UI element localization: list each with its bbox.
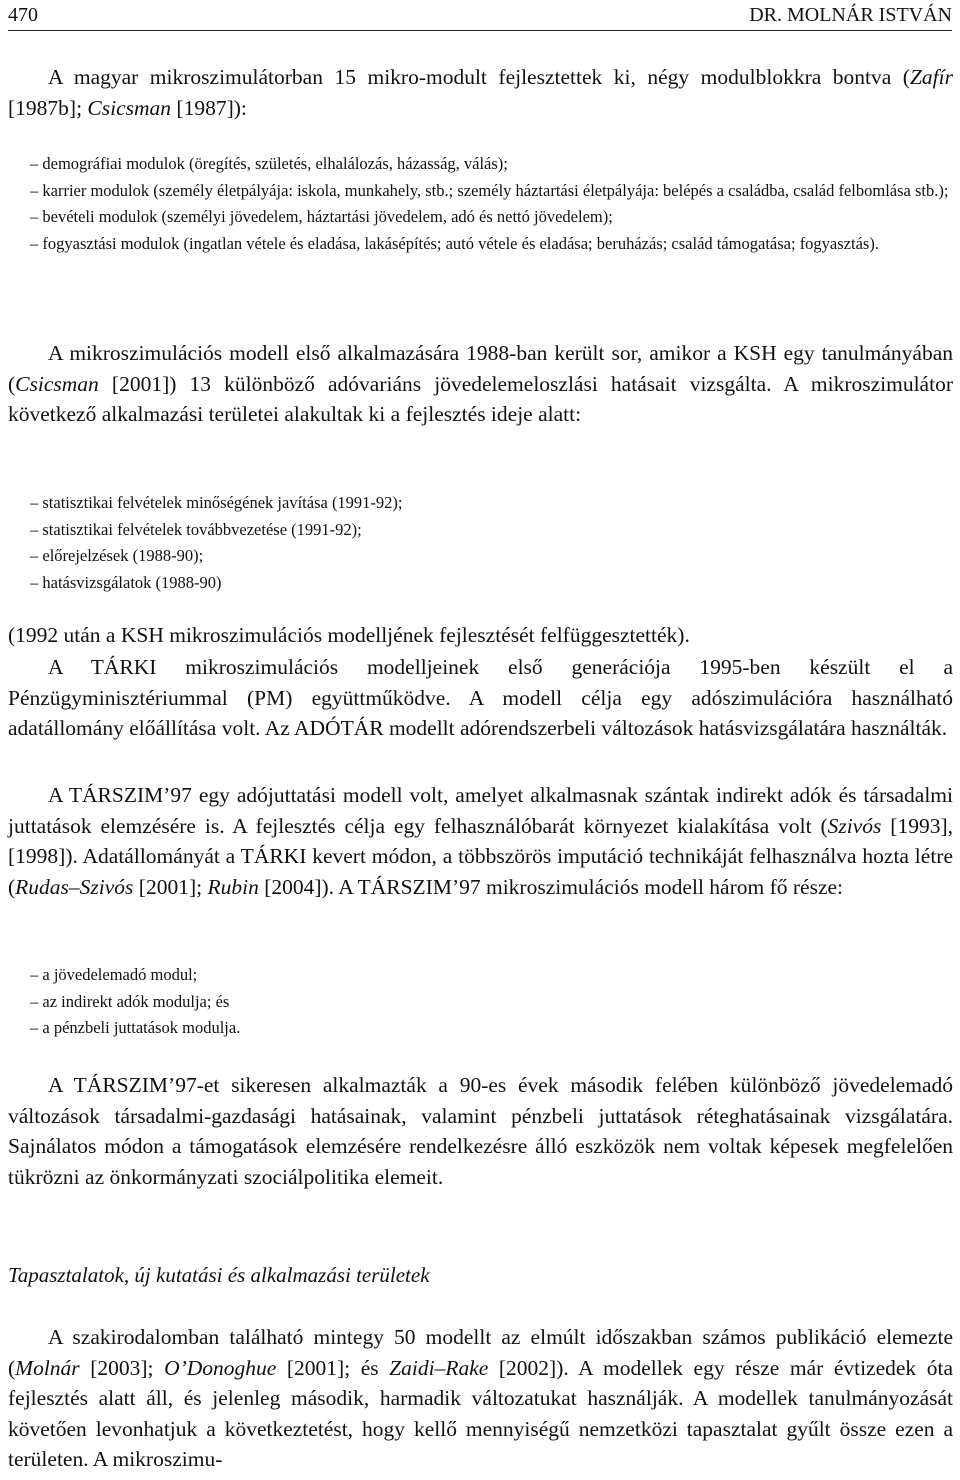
paragraph-intro: A magyar mikroszimulátorban 15 mikro-modult fejlesztettek ki, négy modulblokkra bontva (Zafír [1987b]; Csicsman [1987]): xyxy=(8,65,953,120)
application-list xyxy=(8,490,953,596)
list-item: – előrejelzések (1988-90); xyxy=(30,546,204,565)
list-item: – demográfiai modulok (öregítés, születés, elhalálozás, házasság, válás); xyxy=(30,154,508,173)
list-item: – a jövedelemadó modul; xyxy=(30,965,198,984)
list-item: – az indirekt adók modulja; és xyxy=(30,991,230,1011)
paragraph-suspension: (1992 után a KSH mikroszimulációs modelljének fejlesztését felfüggesztették). xyxy=(8,623,690,647)
list-item: – fogyasztási modulok (ingatlan vétele és eladása, lakásépítés; autó vétele és eladása; beruházás; család támogatása; fogyasztás). xyxy=(30,233,879,253)
list-item: – bevételi modulok (személyi jövedelem, háztartási jövedelem, adó és nettó jövedelem); xyxy=(30,207,613,226)
paragraph-first-application: A mikroszimulációs modell első alkalmazására 1988-ban került sor, amikor a KSH egy tanulmányában (Csicsman [2001]) 13 különböző adóvariáns jövedelemeloszlási hatásait vizsgálta. A mikroszimulátor következő alkalmazási területei alakultak ki a fejlesztés ideje alatt: xyxy=(8,341,953,426)
section-heading: Tapasztalatok, új kutatási és alkalmazási területek xyxy=(8,1263,430,1287)
running-head: DR. MOLNÁR ISTVÁN xyxy=(749,4,952,26)
list-item: – statisztikai felvételek minőségének javítása (1991-92); xyxy=(30,493,403,512)
page-number: 470 xyxy=(8,4,38,26)
paragraph-literature: A szakirodalomban található mintegy 50 modellt az elmúlt időszakban számos publikáció elemezte (Molnár [2003]; O’Donoghue [2001]; és Zaidi–Rake [2002]). A modellek egy része már évtizedek óta fejlesztés alatt áll, és jelenleg második, harmadik változatukat használják. A modellek tanulmányozását követően levonhatjuk a következtetést, hogy kellő mennyiségű nemzetközi tapasztalat gyűlt össze ezen a területen. A mikroszimu- xyxy=(8,1325,954,1471)
paragraph-tarszim-usage: A TÁRSZIM’97-et sikeresen alkalmazták a 90-es évek második felében különböző jövedelemadó változások társadalmi-gazdasági hatásainak, valamint pénzbeli juttatások réteghatásainak vizsgálatára. Sajnálatos módon a támogatások elemzésére rendelkezésre álló eszközök nem voltak képesek megfelelően tükrözni az önkormányzati szociálpolitika elemeit. xyxy=(8,1073,953,1189)
page-header xyxy=(8,4,952,31)
module-list xyxy=(8,151,953,257)
paragraph-tarszim: A TÁRSZIM’97 egy adójuttatási modell volt, amelyet alkalmasnak szántak indirekt adók és társadalmi juttatások elemzésére is. A fejlesztés célja egy felhasználóbarát környezet kialakítása volt (Szivós [1993], [1998]). Adatállományát a TÁRKI kevert módon, a többszörös imputáció technikáját felhasználva hozta létre (Rudas–Szivós [2001]; Rubin [2004]). A TÁRSZIM’97 mikroszimulációs modell három fő része: xyxy=(8,783,953,899)
list-item: – hatásvizsgálatok (1988-90) xyxy=(30,572,222,592)
list-item: – karrier modulok (személy életpályája: iskola, munkahely, stb.; személy háztartási életpályája: belépés a családba, család felbomlása stb.); xyxy=(30,180,949,200)
list-item: – statisztikai felvételek továbbvezetése (1991-92); xyxy=(30,519,362,539)
paragraph-tarki: A TÁRKI mikroszimulációs modelljeinek első generációja 1995-ben készült el a Pénzügyminisztériummal (PM) együttműködve. A modell célja egy adószimulációra használható adatállomány előállítása volt. Az ADÓTÁR modellt adórendszerbeli változások hatásvizsgálatára használták. xyxy=(8,655,953,740)
tarszim-parts-list xyxy=(8,962,953,1042)
list-item: – a pénzbeli juttatások modulja. xyxy=(30,1018,241,1037)
